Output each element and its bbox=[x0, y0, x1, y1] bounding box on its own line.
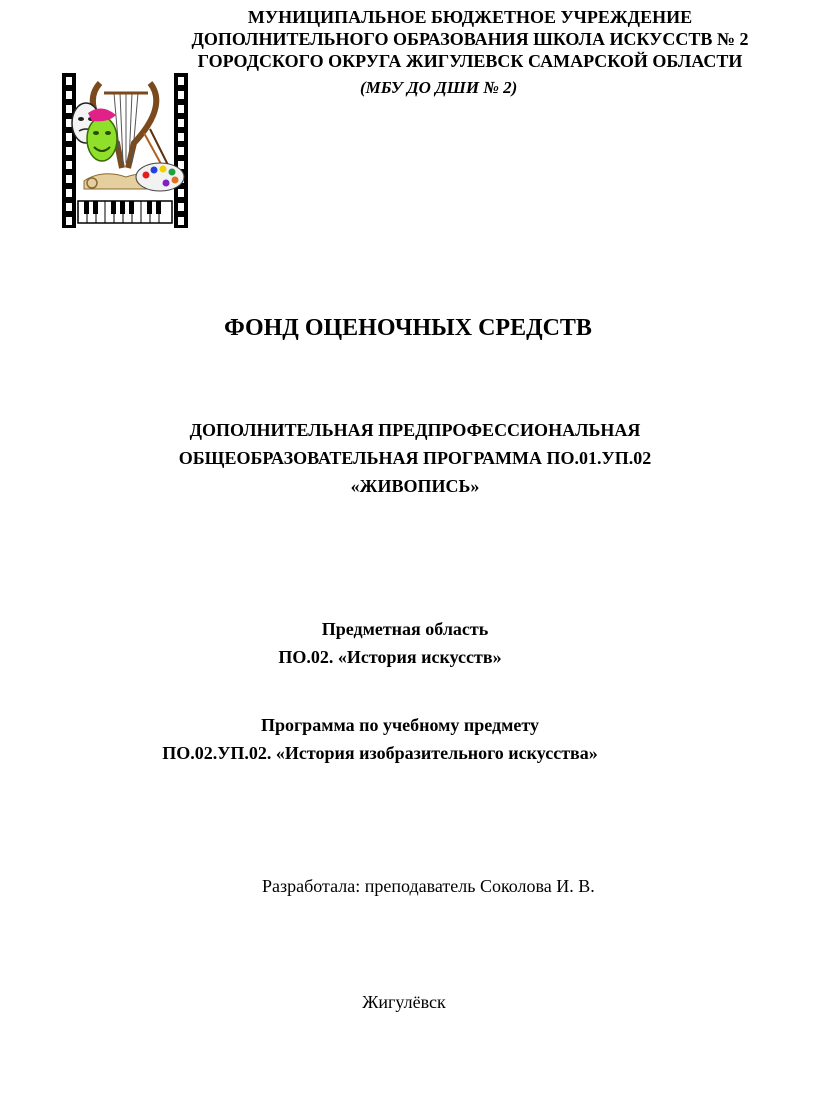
program-line-1: ДОПОЛНИТЕЛЬНАЯ ПРЕДПРОФЕССИОНАЛЬНАЯ bbox=[189, 420, 641, 440]
subject-area-label: Предметная область bbox=[321, 619, 489, 639]
subject-program-value: ПО.02.УП.02. «История изобразительного искусства» bbox=[162, 743, 598, 763]
header-line-2: ДОПОЛНИТЕЛЬНОГО ОБРАЗОВАНИЯ ШКОЛА ИСКУССТВ № 2 bbox=[191, 29, 749, 49]
subject-area-value: ПО.02. «История искусств» bbox=[278, 647, 502, 667]
institution-abbreviation: (МБУ ДО ДШИ № 2) bbox=[360, 78, 518, 97]
document-title: ФОНД ОЦЕНОЧНЫХ СРЕДСТВ bbox=[224, 315, 592, 341]
city-name: Жигулёвск bbox=[362, 992, 446, 1012]
program-line-3: «ЖИВОПИСЬ» bbox=[350, 476, 480, 496]
program-line-2: ОБЩЕОБРАЗОВАТЕЛЬНАЯ ПРОГРАММА ПО.01.УП.02 bbox=[178, 448, 652, 468]
author-line: Разработала: преподаватель Соколова И. В. bbox=[262, 876, 595, 896]
subject-program-label: Программа по учебному предмету bbox=[261, 715, 539, 735]
school-arts-logo-icon bbox=[62, 73, 190, 228]
header-line-1: МУНИЦИПАЛЬНОЕ БЮДЖЕТНОЕ УЧРЕЖДЕНИЕ bbox=[247, 7, 693, 27]
header-line-3: ГОРОДСКОГО ОКРУГА ЖИГУЛЕВСК САМАРСКОЙ ОБЛАСТИ bbox=[197, 51, 743, 71]
